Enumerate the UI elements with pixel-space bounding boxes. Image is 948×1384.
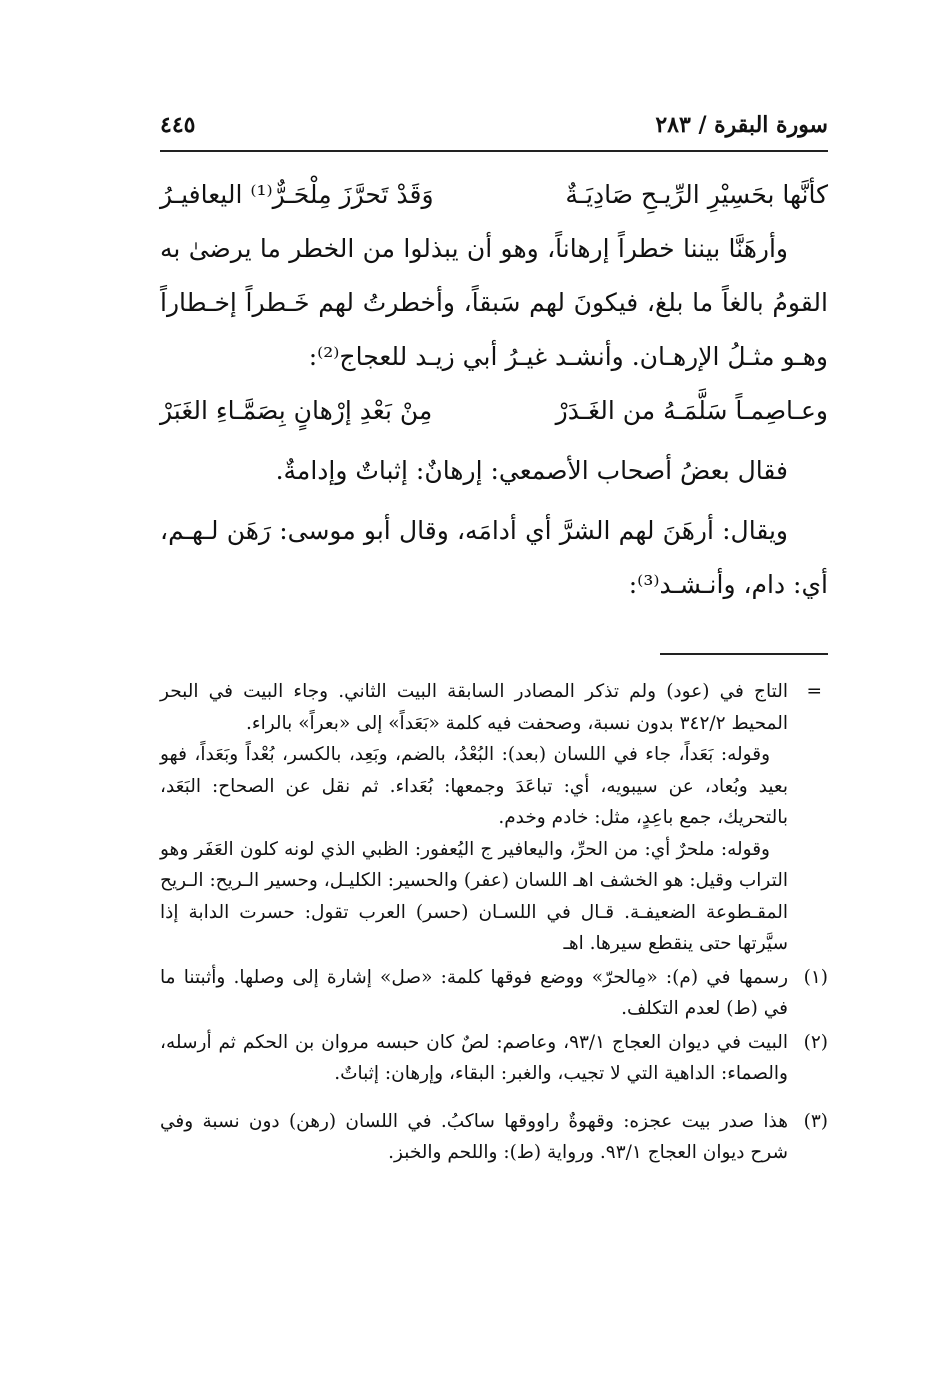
- footnote-2: [160, 1027, 828, 1090]
- main-text: [160, 168, 828, 612]
- footnote-3-text: هذا صدر بيت عجزه: وقهوةٌ راووقها ساكبُ. في اللسان (رهن) دون نسبة وفي شرح ديوان العجاج ٩٣/١. ورواية (ط): واللحم والخبز.: [160, 1110, 788, 1163]
- footnote-3: [160, 1106, 828, 1169]
- footnote-2-text: البيت في ديوان العجاج ٩٣/١، وعاصم: لصٌ كان حبسه مروان بن الحكم ثم أرسله، والصماء: الداهية التي لا تجيب، والغبر: البقاء، وإرهان: إثباتٌ.: [160, 1031, 788, 1084]
- verse-2-second-hemistich: مِنْ بَعْدِ إرْهانٍ بِصَمَّـاءِ الغَبَرْ: [160, 396, 433, 425]
- footnote-1: [160, 962, 828, 1025]
- header-rule: [160, 150, 828, 152]
- verse-1-second-hemistich: وَقَدْ تَحرَّزَ مِلْحَـرٌّ⁽¹⁾ اليعافيـرُ: [160, 180, 434, 209]
- poetry-verse-2: [160, 384, 828, 438]
- continuation-marker: =: [806, 681, 822, 702]
- footnote-1-text: رسمها في (م): «مِالحرّ» ووضع فوقها كلمة: «صل» إشارة إلى وصلها. وأثبتنا ما في (ط) لعدم التكلف.: [160, 966, 788, 1019]
- footnote-continuation: [160, 676, 828, 960]
- footnote-rule: [660, 653, 828, 655]
- running-header: [160, 112, 828, 148]
- paragraph-1: وأرهَنَّا بيننا خطراً إرهاناً، وهو أن يبذلوا من الخطر ما يرضىٰ به القومُ بالغاً ما بلغ، فيكونَ لهم سَبقاً، وأخطرتُ لهم خَـطراً إخـطاراً وهـو مثـلُ الإرهـان. وأنشـد غيـرُ أبي زيـد للعجاج⁽²⁾:: [160, 234, 828, 371]
- footnote-3-marker: (٣): [803, 1110, 828, 1132]
- footnote-1-marker: (١): [803, 966, 828, 988]
- paragraph-3: ويقال: أرهَنَ لهم الشرَّ أي أدامَه، وقال أبو موسى: رَهَن لـهـم، أي: دام، وأنـشـد⁽³⁾:: [160, 516, 828, 599]
- page-number: ٤٤٥: [160, 112, 196, 138]
- surah-title: سورة البقرة / ٢٨٣: [655, 112, 828, 138]
- footnote-continuation-line-3: وقوله: ملحرٌ أي: من الحرِّ، واليعافير ج اليُعفور: الظبي الذي لونه كلون العَفَر وهو التراب وقيل: هو الخشف اهـ اللسان (عفر) والحسير: الكليـل، وحسير الـريح: الـريح المقـطوعة الضعيفـة. قـال في اللسـان (حسر) العرب تقول: حسرت الدابة إذا سيَّرتها حتى ينقطع سيرها. اهـ: [160, 838, 788, 954]
- verse-1-first-hemistich: كأنَّها بحَسِيْرِ الرِّيـحِ صَادِيَـةٌ: [565, 180, 828, 209]
- footnotes: [160, 676, 828, 1169]
- verse-2-first-hemistich: وعـاصِمـاً سَلَّمَـهُ من الغَـدَرْ: [555, 396, 828, 425]
- paragraph-2: فقال بعضُ أصحاب الأصمعي: إرهانٌ: إثباتٌ وإدامةٌ.: [275, 456, 788, 485]
- footnote-continuation-line-2: وقوله: بَعَداً، جاء في اللسان (بعد): البُعْدُ، بالضم، وبَعِد، بالكسر، بُعْداً وبَعَداً، فهو بعيد وبُعاد، عن سيبويه، أي: تباعَدَ وجمعها: بُعَداء. ثم نقل عن الصحاح: البَعَد، بالتحريك، جمع باعِدٍ، مثل: خادم وخدم.: [160, 744, 788, 828]
- footnote-2-marker: (٢): [803, 1031, 828, 1053]
- poetry-verse-1: [160, 168, 828, 222]
- footnote-continuation-line-1: التاج في (عود) ولم تذكر المصادر السابقة البيت الثاني. وجاء البيت في البحر المحيط ٣٤٢/٢ بدون نسبة، وصحفت فيه كلمة «بَعَداً» إلى «بعراً» بالراء.: [160, 681, 788, 734]
